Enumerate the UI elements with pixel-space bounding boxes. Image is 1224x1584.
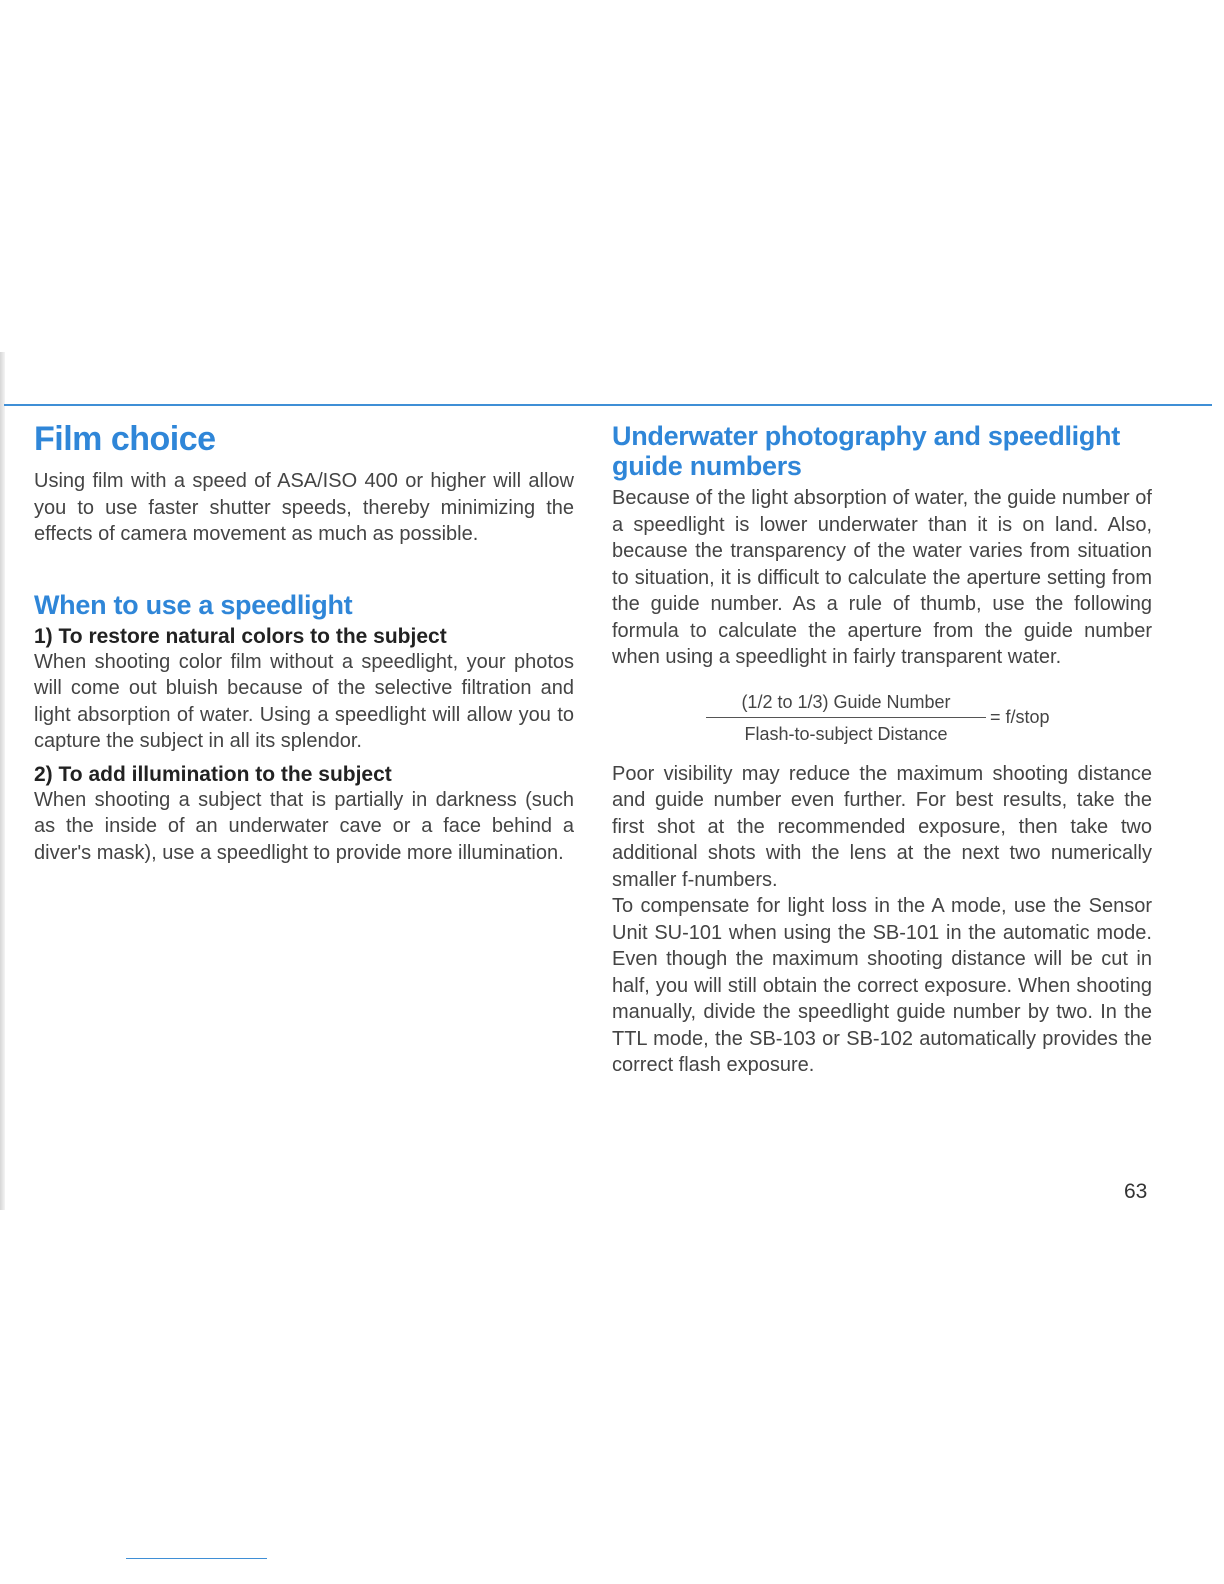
top-rule: [4, 404, 1212, 406]
page-number: 63: [1124, 1180, 1148, 1203]
restore-colors-paragraph: When shooting color film without a speedlight, your photos will come out bluish because of the selective filtration and light absorption of water. Using a speedlight will allow you to capture the subject in all its splendor.: [34, 650, 574, 752]
underwater-heading: Underwater photography and speedlight guide numbers: [612, 421, 1120, 481]
formula-denominator: Flash-to-subject Distance: [744, 723, 948, 744]
bottom-rule: [126, 1558, 267, 1559]
formula-result: = f/stop: [990, 706, 1050, 727]
aperture-formula: [612, 691, 1152, 753]
when-to-use-heading: When to use a speedlight: [34, 589, 353, 620]
underwater-paragraph-1: Because of the light absorption of water, the guide number of a speedlight is lower underwater than it is on land. Also, because the transparency of the water varies from situation to situation, it is difficult to calculate the aperture setting from the guide number. As a rule of thumb, use the following formula to calculate the aperture from the guide number when using a speedlight in fairly transparent water.: [612, 487, 1152, 668]
restore-colors-subheading: 1) To restore natural colors to the subject: [34, 624, 447, 648]
add-illumination-subheading: 2) To add illumination to the subject: [34, 762, 392, 786]
film-choice-heading: Film choice: [34, 420, 216, 458]
underwater-paragraph-3: To compensate for light loss in the A mode, use the Sensor Unit SU-101 when using the SB-101 in the automatic mode. Even though the maximum shooting distance will be cut in half, you will still obtain the correct exposure. When shooting manually, divide the speedlight guide number by two. In the TTL mode, the SB-103 or SB-102 automatically provides the correct flash exposure.: [612, 895, 1152, 1076]
page-edge-shadow: [0, 352, 5, 1210]
formula-fraction: [706, 691, 986, 745]
right-column: [612, 412, 1152, 1079]
formula-numerator: (1/2 to 1/3) Guide Number: [741, 691, 951, 712]
underwater-paragraph-2: Poor visibility may reduce the maximum shooting distance and guide number even further. For best results, take the first shot at the recommended exposure, then take two additional shots with the lens at the next two numerically smaller f-numbers.: [612, 762, 1152, 891]
film-choice-paragraph: Using film with a speed of ASA/ISO 400 or higher will allow you to use faster shutter speeds, thereby minimizing the effects of camera movement as much as possible.: [34, 470, 574, 545]
add-illumination-paragraph: When shooting a subject that is partially in darkness (such as the inside of an underwater cave or a face behind a diver's mask), use a speedlight to provide more illumination.: [34, 788, 574, 864]
left-column: [34, 412, 574, 866]
formula-fraction-bar: [706, 717, 986, 718]
